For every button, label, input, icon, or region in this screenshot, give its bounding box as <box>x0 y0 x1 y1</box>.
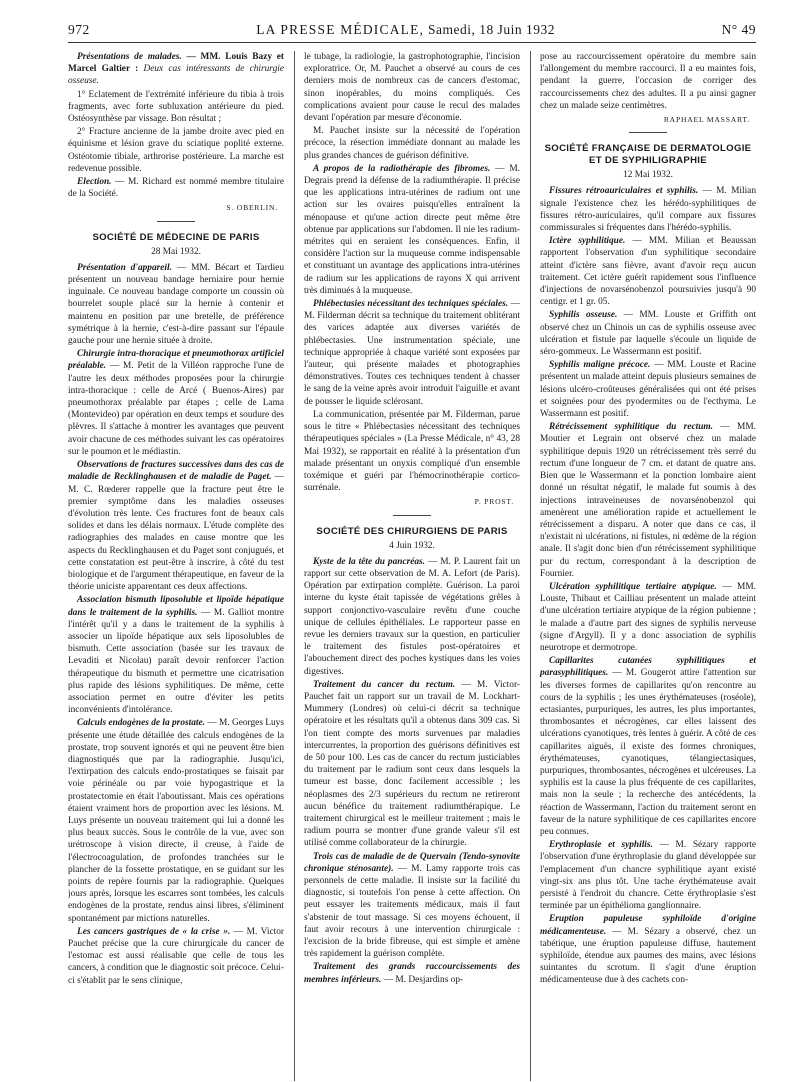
article-title: Observations de fractures successives dans des cas de maladie de Recklinghausen et de maladie de Paget. <box>68 460 284 483</box>
article-text: — M. Filderman décrit sa technique du traitement oblitérant des varices adaptée aux diverses variétés de phlébectasies. Une instrumentation spéciale, une technique appropriée à chaque variété sont exposées par l'auteur, qui présente malades et photographies démonstratives. Toutes ces techniques tendent à chasser le sang de la veine après avoir introduit l'aiguille et avant de pousser le liquide sclérosant. <box>304 299 520 407</box>
article-title: Ulcération syphilitique tertiaire atypique. <box>549 581 717 592</box>
article-title: Phlébectasies nécessitant des techniques spéciales. <box>313 299 509 310</box>
paragraph <box>304 679 520 850</box>
article-text: — M. Georges Luys présente une étude détaillée des calculs endogènes de la prostate, trop souvent ignorés et qui ne peuvent être bien diagnostiqués que par la radiographie. Jusqu'ici, l'extirpation des calculs endo-prostatiques se faisait par voie périnéale ou par voie hypogastrique et la prostatectomie en était l'aboutissant. Mais ces opérations étaient vraiment hors de proportion avec les lésions. M. Luys présente un nouveau traitement qui lui a donné les plus beaux succès. Sous le contrôle de la vue, avec son urétroscope à vision directe, il creuse, à l'aide de l'électrocoagulation, de profondes tranchées sur le plancher de la fossette prostatique, en se guidant sur les points de repère fournis par la radiographie. Quelques jours après, lorsque les escarres sont tombées, les calculs endogènes de la prostate, rendus ainsi libres, s'éliminent spontanément par mictions naturelles. <box>68 718 284 924</box>
article-title: Syphilis osseuse. <box>549 310 618 321</box>
signature: P. PROST. <box>474 497 514 507</box>
divider <box>157 221 195 222</box>
article-title: Trois cas de maladie de de Quervain (Tendo-synovite chronique sténosante). <box>304 851 520 874</box>
paragraph <box>540 421 756 580</box>
article-title: A propos de la radiothérapie des fibromes. <box>313 163 491 174</box>
signature: RAPHAEL MASSART. <box>663 115 750 125</box>
article-text: — M. Desjardins op- <box>383 974 464 985</box>
article-text: — MM. Milian et Beaussan rapportent l'observation d'un syphilitique secondaire atteint d'ictère sans fièvre, avant d'avoir reçu aucun traitement. Cet ictère guérit rapidement sous l'influence d'injections de novarsénobenzol poursuivies jusqu'à 90 centigr. et 1 gr. 05. <box>540 236 756 308</box>
article-text: — M. C. Rœderer rappelle que la fracture peut être le premier symptôme dans les maladies osseuses d'évolution très lente. Ces fractures font de beaux cals solides et dans les délais normaux. L'étude complète des radiographies des malades en cause montre que les aspects du Recklinghausen et du Paget sont conjugués, et cette constatation est peut-être à inscrire, à côté du test biologique et de l'argument thérapeutique, en faveur de la théorie uniciste apparentant ces deux affections. <box>68 472 284 593</box>
paragraph: le tubage, la radiologie, la gastrophotographie, l'incision exploratrice. Or, M. Pauchet a observé au cours de ces derniers mois de nombreux cas de cancers d'estomac, sinon inopérables, du moins compliqués. Ces complications avaient pour cause le recul des malades devant l'opération par mesure d'économie. <box>304 52 520 124</box>
paragraph: 1° Eclatement de l'extrémité inférieure du tibia à trois fragments, avec forte subluxation antérieure du pied. Ostéosynthèse par vissage. Bon résultat ; <box>68 89 284 125</box>
paragraph <box>304 556 520 678</box>
paragraph <box>540 235 756 308</box>
article-text: — MM. Louste et Racine présentent un malade atteint depuis plusieurs semaines de lésions ulcéro-croûteuses généralisées qui ont été prises et soignées pour des pyodermites ou de l'ecthyma. Le Wassermann est positif. <box>540 360 756 420</box>
paragraph <box>540 913 756 986</box>
article-text: — M. Richard est nommé membre titulaire de la Société. <box>68 177 284 200</box>
paragraph <box>304 163 520 297</box>
article-title: Eruption papuleuse syphiloïde d'origine médicamenteuse. <box>540 914 756 937</box>
article-title: Les cancers gastriques de « la crise ». <box>77 926 231 937</box>
column-1 <box>68 51 284 1081</box>
paragraph <box>68 594 284 716</box>
article-text: — M. Galliot montre l'intérêt qu'il y a dans le traitement de la syphilis à associer un lipoïde hépatique aux sels liposolubles de bismuth. Cette association (basée sur les travaux de Levaditi et Nicolau) paraît devoir renforcer l'action thérapeutique du bismuth et permettre une cicatrisation plus rapide des lésions syphilitiques. De même, cette association permet en outre d'éviter les petits inconvénients d'intolérance. <box>68 607 284 716</box>
column-3 <box>530 51 756 1081</box>
article-text: — MM. Moutier et Legrain ont observé chez un malade syphilitique depuis 1920 un rétrécissement très serré du rectum d'une longueur de 7 cm. et datant de quatre ans. Bien que le Wassermann et la ponction lombaire aient donné un résultat négatif, le malade fut soumis à des injections intraveineuses de novarsénobenzol qui amenèrent une amélioration rapide et actuellement le rétrécissement a disparu. A noter que dans ce cas, il n'existait ni ulcérations, ni fistules, ni œdème de la région anale. Il s'agit donc bien d'un rétrécissement syphilitique pur du rectum, correspondant à la description de Fournier. <box>540 422 756 579</box>
column-2 <box>294 51 520 1081</box>
article-title: Traitement du cancer du rectum. <box>313 679 456 690</box>
divider <box>629 132 667 133</box>
columns <box>68 51 756 1081</box>
article-text: — M. Lamy rapporte trois cas personnels de cette maladie. Il insiste sur la facilité du diagnostic, si toutefois l'on pense à cette affection. On peut essayer les traitements médicaux, mais il faut s'abstenir de tout massage. Si ces moyens échouent, il faut avoir recours à une intervention chirurgicale : l'excision de la bride fibreuse, qui est simple et amène très rapidement la guérison complète. <box>304 863 520 960</box>
paragraph <box>304 298 520 408</box>
article-title: Ictère syphilitique. <box>549 236 626 247</box>
article-text: — M. Petit de la Villéon rapproche l'une de l'autre les deux méthodes proposées pour la chirurgie intra-thoracique : celle de Arcé ( Buenos-Aires) par pneumothorax préalable par étapes ; celle de Lama (Montevideo) par opération en deux temps et soudure des plèvres. Il s'attache à montrer les avantages que peuvent avoir chacune de ces méthodes suivant les cas opératoires sur le poumon et le médiastin. <box>68 361 284 457</box>
paragraph: La communication, présentée par M. Filderman, parue sous le titre « Phlébectasies nécessitant des techniques thérapeutiques spéciales » (La Presse Médicale, n° 43, 28 Mai 1932), se rapportait en réalité à la présentation d'un malade présentant un onyxis compliqué d'un ensemble toxémique et guéri par l'hémocrinothérapie cortico-surrénale. <box>304 409 520 494</box>
article-subtitle: Deux cas intéressants de chirurgie osseuse. <box>68 64 284 87</box>
article-title: Traitement des grands raccourcissements des membres inférieurs. <box>304 962 520 985</box>
article-title: Association bismuth liposoluble et lipoïde hépatique dans le traitement de la syphilis. <box>68 595 284 618</box>
article-title: Fissures rétroauriculaires et syphilis. <box>549 186 699 197</box>
paragraph <box>540 309 756 358</box>
article-text: — MM. Louste et Griffith ont observé chez un Chinois un cas de syphilis osseuse avec ulcération et fistule par laquelle s'écoule un liquide de séro-gommeux. Le Wassermann est positif. <box>540 310 756 358</box>
page-number: 972 <box>68 22 90 37</box>
paragraph: M. Pauchet insiste sur la nécessité de l'opération précoce, la résection immédiate donnant au malade les plus grandes chances de guérison définitive. <box>304 126 520 161</box>
page-header <box>68 22 756 43</box>
article-title: Erythroplasie et syphilis. <box>549 840 653 851</box>
paragraph <box>68 348 284 458</box>
article-text: — M. Gougerot attire l'attention sur les diverses formes de capillarites qu'on rencontre au cours de la syphilis ; les unes érythémateuses (roséole), ectasiantes, purpuriques, les autres, les plus importantes, thrombosantes et nécrogènes, car elles laissent des ulcérations cyanotiques, très lentes à guérir. A côté de ces capillarites aiguës, il existe des formes chroniques, érythémateuses, cyanotiques, télangiectasiques, purpuriques, thrombosantes, nécrogènes et ulcéreuses. La syphilis est la cause la plus fréquente de ces capillarites, mais non la seule ; la recherche des antécédents, la réaction de Wassermann, l'action du traitement seront en faveur de la nature syphilitique de ces capillarites encore peu connues. <box>540 668 756 837</box>
article-title: Présentation d'appareil. <box>77 262 172 273</box>
paragraph <box>68 717 284 924</box>
article-text: — M. P. Laurent fait un rapport sur cette observation de M. A. Lefort (de Paris). Opération par extirpation complète. Guérison. La paroi interne du kyste était tapissée de végétations grêles à support conjonctivo-vasculaire revêtu d'une couche unique de cellules épithéliales. Le rapporteur passe en revue les derniers travaux sur la question, en particulier le traitement des fistules post-opératoires et l'abouchement direct des poches kystiques dans les voies digestives. <box>304 556 520 677</box>
article-title: Présentations de malades. <box>77 52 182 62</box>
header-title-group <box>256 22 555 38</box>
article-text: — MM. Bécart et Tardieu présentent un nouveau bandage herniaire pour hernie inguinale. Ce nouveau bandage comporte un coussin où bourrelet souple placé sur la hernie à contenir et maintenu en position par une bretelle, de préférence symétrique à la hernie, c'est-à-dire passant sur l'épaule gauche pour une hernie située à droite. <box>68 262 284 347</box>
issue-date: Samedi, 18 Juin 1932 <box>428 22 556 37</box>
paragraph: 2° Fracture ancienne de la jambe droite avec pied en équinisme et lésion grave du sciatique poplité externe. Ostéotomie tibiale, arthrorise postérieure. La marche est redevenue possible. <box>68 127 284 174</box>
paragraph <box>540 581 756 654</box>
article-title: Rétrécissement syphilitique du rectum. <box>549 422 713 433</box>
article-title: Calculs endogènes de la prostate. <box>77 718 205 729</box>
article-title: Chirurgie intra-thoracique et pneumothorax artificiel préalable. <box>68 349 284 372</box>
section-date: 12 Mai 1932. <box>623 170 673 181</box>
issue-number: N° 49 <box>721 22 756 37</box>
paragraph <box>68 51 284 88</box>
paragraph <box>540 185 756 234</box>
article-text: — M. Milian signale l'existence chez les hérédo-syphilitiques de fissures rétro-auriculaires, qu'il compare aux fissures commissurales si fréquentes dans l'hérédo-syphilis. <box>540 186 756 234</box>
article-authors: — MM. Louis Bazy et Marcel Galtier : <box>68 52 284 75</box>
paragraph <box>68 926 284 987</box>
article-title: Kyste de la tête du pancréas. <box>313 556 426 567</box>
section-date: 4 Juin 1932. <box>389 540 435 551</box>
article-text: — MM. Louste, Thibaut et Cailliau présentent un malade atteint d'une ulcération tertiaire atypique de la région pubienne ; le malade a d'autre part des signes de syphilis nerveuse (signe d'Argyll). Il y a donc association de syphilis neurotrope et dermotrope. <box>540 581 756 653</box>
article-title: Capillarites cutanées syphilitiques et parasyphilitiques. <box>540 656 756 679</box>
paragraph <box>304 961 520 985</box>
article-text: — M. Degrais prend la défense de la radiumthérapie. Il précise que les applications intra-utérines de radium ont une action sur les ovaires puisqu'elles entraînent la ménopause et qu'une action directe peut même être obtenue par applications sur l'abdomen. Il nie les radium-métrites qui en seraient les conséquences. Enfin, il considère l'action sur la muqueuse comme indispensable et constituant un avantage des applications intra-utérines de radium sur les applications de rayons X qui arrivent très diminués à la muqueuse. <box>304 163 520 296</box>
article-text: — M. Sézary rapporte l'observation d'une érythroplasie du gland développée sur l'emplacement d'un chancre syphilitique ayant existé vingt-six ans plus tôt. Une tache érythémateuse avait persisté à l'endroit du chancre. Cette érythroplasie s'est terminée par un épithélioma ganglionnaire. <box>540 840 756 912</box>
paragraph <box>68 176 284 200</box>
paragraph <box>304 851 520 961</box>
article-text: — M. Victor Pauchet précise que la cure chirurgicale du cancer de l'estomac est aussi réalisable que celle de tous les cancers, à condition que le diagnostic soit précoce. Celui-ci s'établit par le sens clinique, <box>68 926 284 986</box>
paragraph: pose au raccourcissement opératoire du membre sain l'allongement du membre raccourci. Il a eu maintes fois, pendant la guerre, l'occasion de corriger des raccourcissements chez des adultes. Il a pu ainsi gagner chez un malade seize centimètres. <box>540 52 756 111</box>
article-text: — M. Sézary a observé, chez un tabétique, une éruption papuleuse diffuse, hautement syphiloïde, étendue aux paumes des mains, avec lésions suintantes du scrotum. Il s'agit d'une éruption médicamenteuse due à des cachets con- <box>540 926 756 986</box>
section-heading: SOCIÉTÉ DES CHIRURGIENS DE PARIS <box>316 525 508 537</box>
paragraph <box>540 839 756 912</box>
paragraph <box>68 262 284 347</box>
publication-title: LA PRESSE MÉDICALE, <box>256 22 425 37</box>
paragraph <box>540 655 756 838</box>
section-heading: SOCIÉTÉ FRANÇAISE DE DERMATOLOGIE ET DE SYPHILIGRAPHIE <box>544 143 752 167</box>
divider <box>393 515 431 516</box>
article-title: Syphilis maligne précoce. <box>549 360 651 371</box>
paragraph <box>68 459 284 593</box>
paragraph <box>540 359 756 420</box>
section-heading: SOCIÉTÉ DE MÉDECINE DE PARIS <box>92 231 260 243</box>
article-title: Election. <box>77 177 112 188</box>
signature: S. OBERLIN. <box>226 203 278 213</box>
section-date: 28 Mai 1932. <box>151 246 201 257</box>
article-text: — M. Victor-Pauchet fait un rapport sur un travail de M. Lockhart-Mummery (Londres) où celui-ci décrit sa technique opératoire et les résultats qu'il a obtenus dans 309 cas. Si l'on tient compte des morts survenues par maladies intercurrentes, la proportion des guérisons définitives est de 50 pour 100. Les cas de cancer du rectum justiciables du traitement par le radium sont ceux dans lesquels la tumeur est basse, donc facilement accessible ; les néoplasmes des 2/3 supérieurs du rectum ne retireront aucun bénéfice du traitement radiumthérapique. Le traitement chirurgical est le meilleur traitement ; mais le radium pourra se montrer d'une grande valeur s'il est utilisé comme collaborateur de la chirurgie. <box>304 679 520 849</box>
